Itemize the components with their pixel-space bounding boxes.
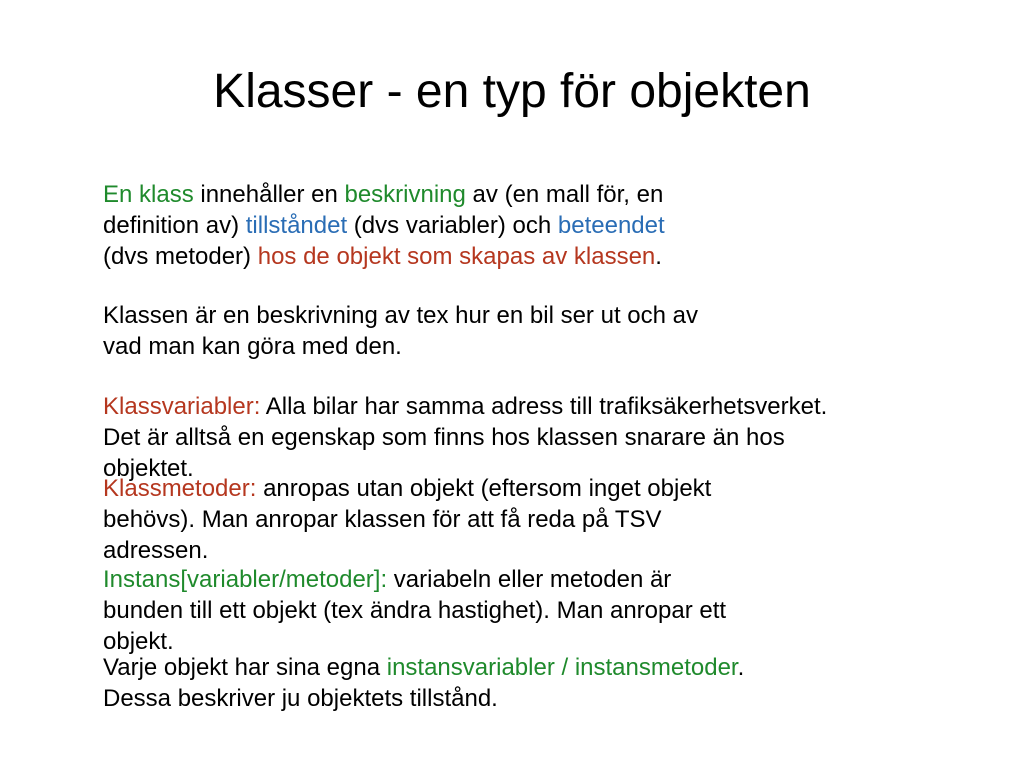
text-span: (dvs variabler) och xyxy=(347,212,558,239)
paragraph-instans xyxy=(103,564,726,657)
text-span: innehåller en xyxy=(193,181,345,208)
term-instansvariabler: instansvariabler / instansmetoder xyxy=(386,654,738,681)
term-beskrivning: beskrivning xyxy=(344,181,466,208)
paragraph-class-definition xyxy=(103,179,665,272)
paragraph-klassmetoder xyxy=(103,473,711,566)
text-line: objektet. xyxy=(103,455,194,482)
text-span: definition av) xyxy=(103,212,246,239)
term-instans: Instans[variabler/metoder]: xyxy=(103,566,388,593)
text-span: . xyxy=(737,654,745,681)
text-line: behövs). Man anropar klassen för att få reda på TSV xyxy=(103,506,662,533)
text-span: variabeln eller metoden är xyxy=(387,566,672,593)
text-span: . xyxy=(655,243,662,270)
text-line: objekt. xyxy=(103,628,174,655)
text-line: adressen. xyxy=(103,537,209,564)
paragraph-car-example xyxy=(103,300,698,362)
term-en-klass: En klass xyxy=(103,181,194,208)
paragraph-varje-objekt xyxy=(103,652,744,714)
paragraph-klassvariabler xyxy=(103,391,827,484)
term-tillstandet: tillståndet xyxy=(245,212,348,239)
text-line: Klassen är en beskrivning av tex hur en bil ser ut och av xyxy=(103,302,698,329)
text-line: bunden till ett objekt (tex ändra hastighet). Man anropar ett xyxy=(103,597,727,624)
text-span: Varje objekt har sina egna xyxy=(103,654,387,681)
text-span: av (en mall för, en xyxy=(465,181,664,208)
text-line: Dessa beskriver ju objektets tillstånd. xyxy=(103,685,498,712)
term-beteendet: beteendet xyxy=(557,212,665,239)
text-line: Det är alltså en egenskap som finns hos klassen snarare än hos xyxy=(103,424,785,451)
term-objekt-klassen: hos de objekt som skapas av klassen xyxy=(257,243,656,270)
text-line: vad man kan göra med den. xyxy=(103,333,402,360)
slide-title: Klasser - en typ för objekten xyxy=(213,65,811,118)
term-klassvariabler: Klassvariabler: xyxy=(103,393,261,420)
text-span: (dvs metoder) xyxy=(103,243,258,270)
term-klassmetoder: Klassmetoder: xyxy=(103,475,257,502)
text-span: Alla bilar har samma adress till trafiksäkerhetsverket. xyxy=(260,393,828,420)
text-span: anropas utan objekt (eftersom inget objekt xyxy=(256,475,712,502)
